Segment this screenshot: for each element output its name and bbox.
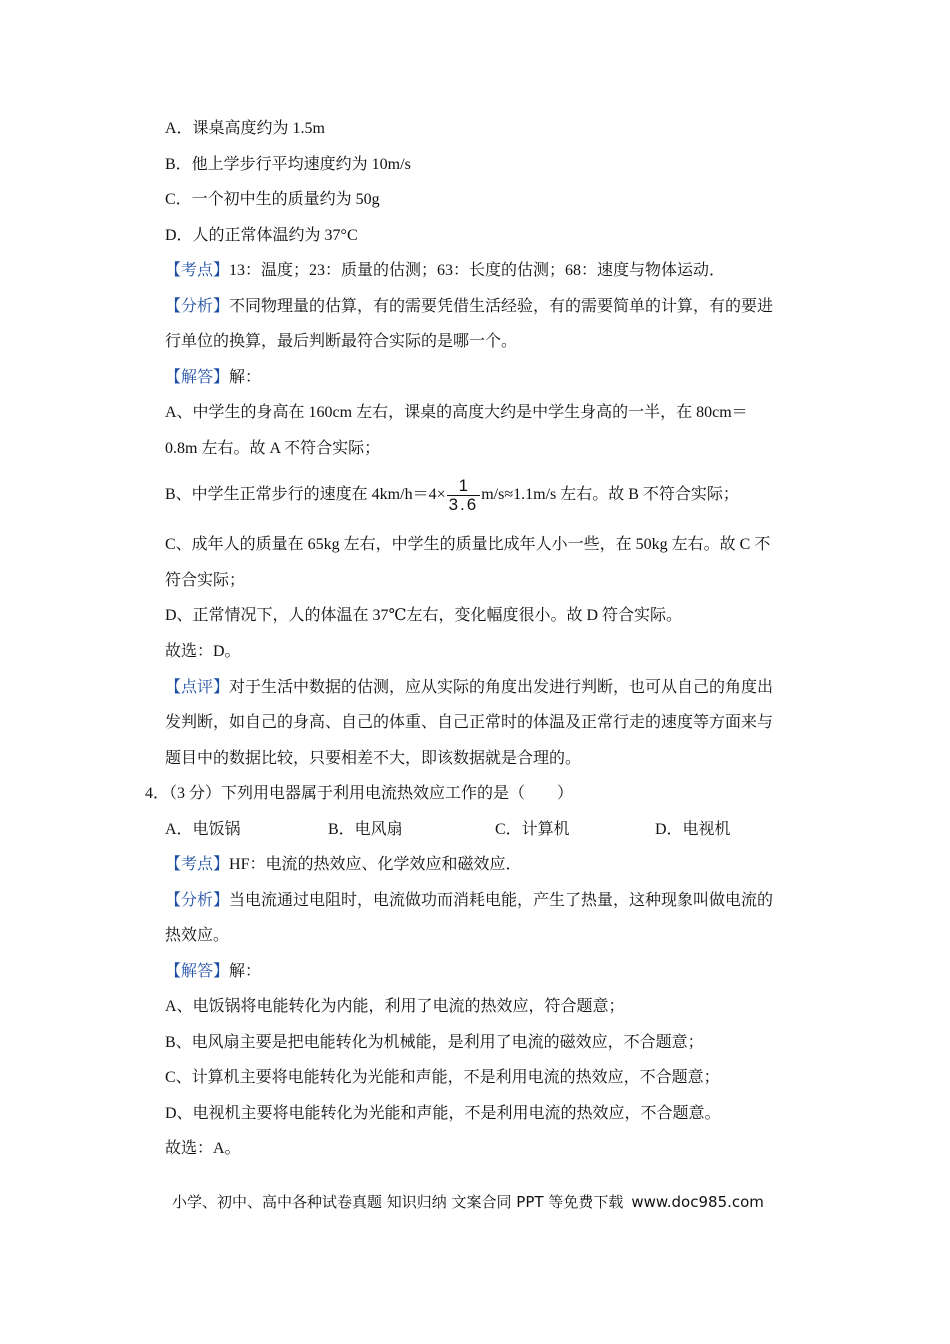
q3-jieda: 【解答】解： [165,369,262,386]
q4-question: 4．（3 分）下列用电器属于利用电流热效应工作的是（ ） [145,785,574,802]
q4-solution-a: A、电饭锅将电能转化为内能，利用了电流的热效应，符合题意； [165,998,625,1015]
q3-dianping: 【点评】对于生活中数据的估测，应从实际的角度出发进行判断，也可从自己的角度出 [165,679,774,696]
q3-option-b: B．他上学步行平均速度约为 10m/s [165,156,411,173]
q3-option-d: D．人的正常体温约为 37°C [165,227,358,244]
q3-solution-d: D、正常情况下，人的体温在 37℃左右，变化幅度很小。故 D 符合实际。 [165,607,683,624]
jieda-text: 解： [229,963,262,980]
dianping-text-line1: 对于生活中数据的估测，应从实际的角度出发进行判断，也可从自己的角度出 [229,679,774,696]
q4-fenxi: 【分析】当电流通过电阻时，电流做功而消耗电能，产生了热量，这种现象叫做电流的 [165,892,774,909]
q4-solution-c: C、计算机主要将电能转化为光能和声能，不是利用电流的热效应，不合题意； [165,1069,720,1086]
q4-solution-b: B、电风扇主要是把电能转化为机械能，是利用了电流的磁效应，不合题意； [165,1034,704,1051]
kaodian-text: HF：电流的热效应、化学效应和磁效应． [229,856,522,873]
q4-option-a: A．电饭锅 [165,821,241,838]
solution-b-suffix: m/s≈1.1m/s 左右。故 B 不符合实际； [481,486,739,503]
q3-kaodian: 【考点】13：温度；23：质量的估测；63：长度的估测；68：速度与物体运动． [165,262,726,279]
kaodian-text: 13：温度；23：质量的估测；63：长度的估测；68：速度与物体运动． [229,262,726,279]
q3-dianping-line2: 发判断，如自己的身高、自己的体重、自己正常时的体温及正常行走的速度等方面来与 [165,714,774,731]
footer-link[interactable]: www.doc985.com [631,1193,764,1211]
fenxi-label: 分析 [181,298,214,315]
kaodian-label: 考点 [181,856,214,873]
q3-dianping-line3: 题目中的数据比较，只要相差不大，即该数据就是合理的。 [165,750,582,767]
fraction-denominator: 3.6 [448,494,479,514]
solution-b-prefix: B、中学生正常步行的速度在 4km/h＝4× [165,486,446,503]
q3-option-a: A．课桌高度约为 1.5m [165,120,326,137]
q4-solution-d: D、电视机主要将电能转化为光能和声能，不是利用电流的热效应，不合题意。 [165,1105,721,1122]
q3-solution-a-line2: 0.8m 左右。故 A 不符合实际； [165,440,381,457]
page-footer [172,1192,764,1212]
jieda-label: 解答 [181,963,214,980]
q3-solution-b [165,475,739,515]
jieda-label: 解答 [181,369,214,386]
q4-answer: 故选：A。 [165,1140,241,1157]
q3-solution-c-line1: C、成年人的质量在 65kg 左右，中学生的质量比成年人小一些，在 50kg 左右。故 C 不 [165,536,771,553]
q4-option-d: D．电视机 [655,821,731,838]
q3-option-c: C．一个初中生的质量约为 50g [165,191,380,208]
q4-fenxi-line2: 热效应。 [165,927,230,944]
q4-kaodian: 【考点】HF：电流的热效应、化学效应和磁效应． [165,856,522,873]
q3-fenxi: 【分析】不同物理量的估算，有的需要凭借生活经验，有的需要简单的计算，有的要进 [165,298,774,315]
q4-option-b: B．电风扇 [328,821,403,838]
q4-jieda: 【解答】解： [165,963,262,980]
fenxi-text-line1: 当电流通过电阻时，电流做功而消耗电能，产生了热量，这种现象叫做电流的 [229,892,774,909]
q3-solution-a-line1: A、中学生的身高在 160cm 左右，课桌的高度大约是中学生身高的一半，在 80cm＝ [165,404,748,421]
kaodian-label: 考点 [181,262,214,279]
fraction [447,477,481,514]
fenxi-label: 分析 [181,892,214,909]
q3-answer: 故选：D。 [165,643,241,660]
fenxi-text-line1: 不同物理量的估算，有的需要凭借生活经验，有的需要简单的计算，有的要进 [229,298,774,315]
q4-option-c: C．计算机 [495,821,570,838]
q3-fenxi-line2: 行单位的换算，最后判断最符合实际的是哪一个。 [165,333,518,350]
q3-solution-c-line2: 符合实际； [165,572,246,589]
dianping-label: 点评 [181,679,214,696]
footer-text: 小学、初中、高中各种试卷真题 知识归纳 文案合同 PPT 等免费下载 [172,1193,624,1211]
jieda-text: 解： [229,369,262,386]
fraction-numerator: 1 [458,475,469,495]
